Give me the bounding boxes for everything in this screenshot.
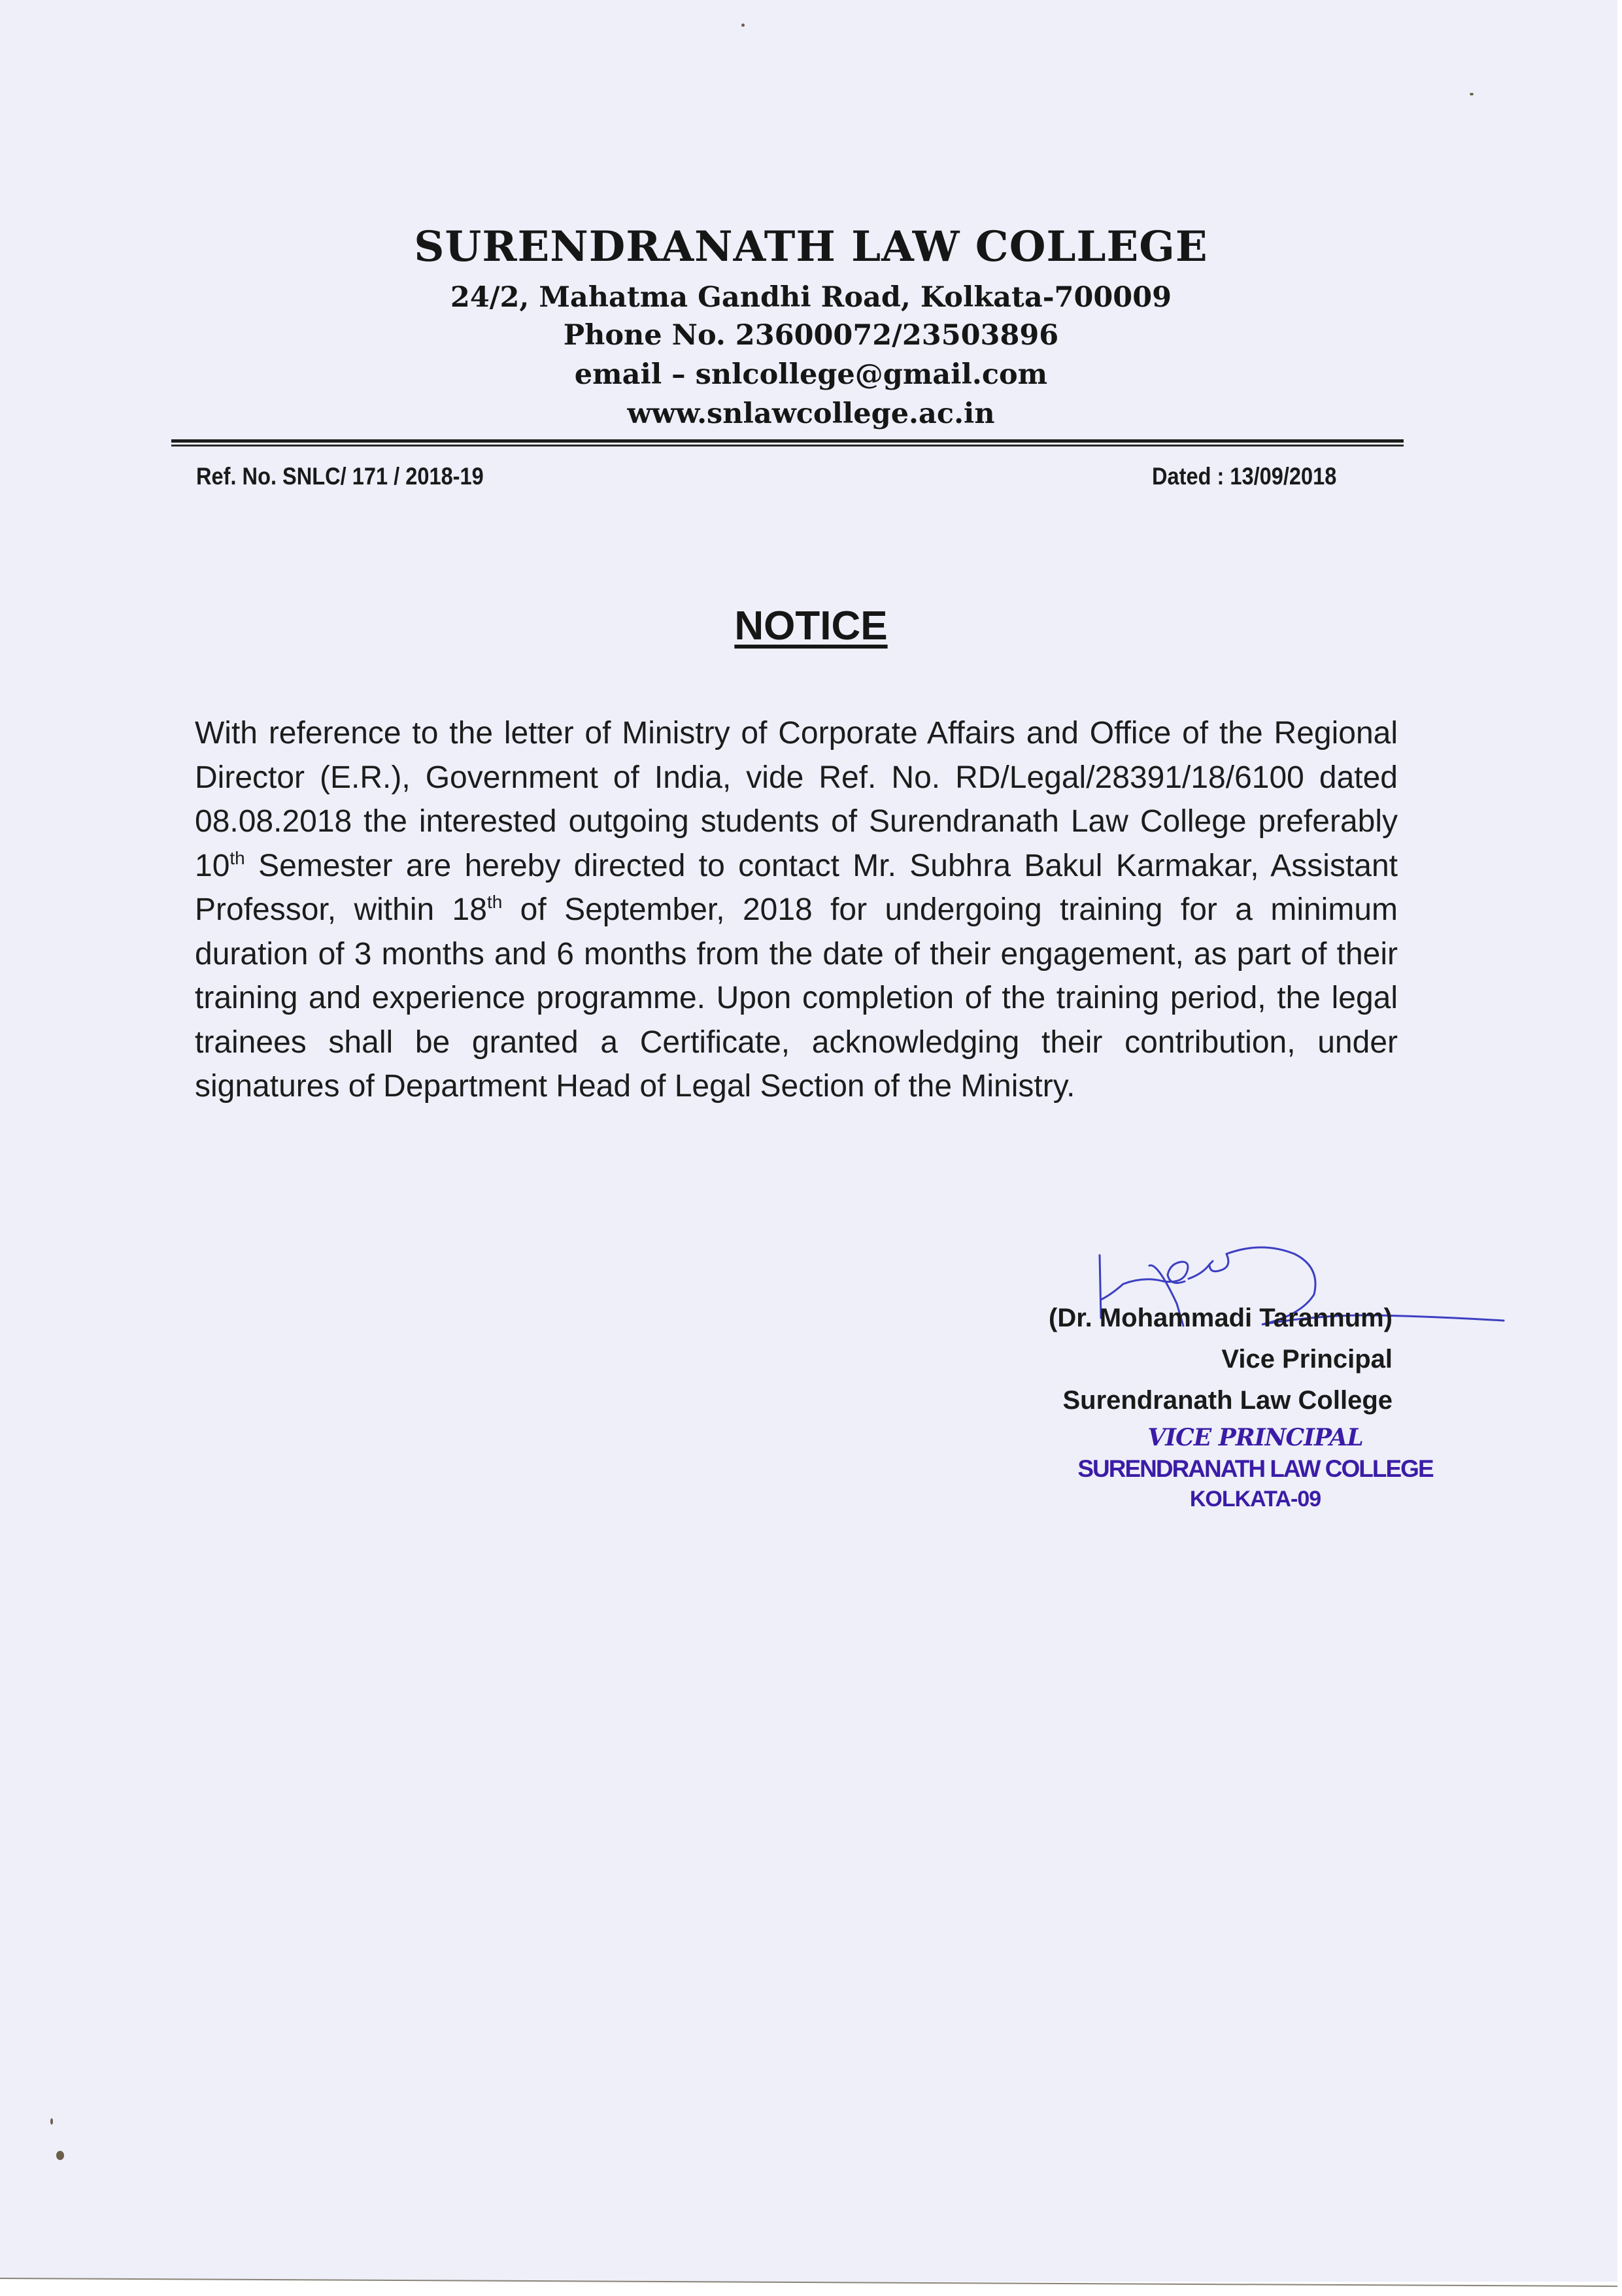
reference-number: Ref. No. SNLC/ 171 / 2018-19 [196,463,484,490]
signatory-institution: Surendranath Law College [1062,1386,1393,1415]
institution-email: email – snlcollege@gmail.com [574,358,1048,391]
stamp-institution: SURENDRANATH LAW COLLEGE [1077,1455,1433,1482]
institution-phone: Phone No. 23600072/23503896 [563,319,1059,352]
ordinal-suffix: th [486,892,503,912]
scan-speck [50,2118,53,2125]
scan-speck [741,24,745,27]
letterhead-divider-thin [171,445,1404,447]
notice-heading-wrap [0,603,1622,649]
notice-body [195,711,1398,1109]
scan-speck [56,2151,64,2160]
stamp-city: KOLKATA-09 [1189,1487,1321,1511]
signature-block [1049,1298,1393,1421]
notice-body-part-3: of September, 2018 for undergoing training for a minimum duration of 3 months and 6 months from the date of their engagement, as part of their training and experience programme. Upon completion of the training period, the legal trainees shall be granted a Certificate, acknowledging their contribution, under signatures of Department Head of Legal Section of the Ministry. [195,892,1398,1104]
signature-stroke [1189,1254,1228,1279]
institution-website: www.snlawcollege.ac.in [627,397,995,430]
notice-body-part-2: Semester are hereby directed to contact Mr. Subhra Bakul Karmakar, Assistant Professor, within 18 [195,848,1398,927]
ordinal-suffix: th [229,847,245,868]
scan-speck [1470,93,1474,95]
notice-body-part-1: With reference to the letter of Ministry of Corporate Affairs and Office of the Regional Director (E.R.), Government of India, vide Ref. No. RD/Legal/28391/18/6100 dated 08.08.2018 the interested outgoing students of Surendranath Law College preferably 10 [195,716,1398,883]
letterhead-divider [171,439,1404,443]
signatory-designation: Vice Principal [1221,1345,1393,1374]
institution-address: 24/2, Mahatma Gandhi Road, Kolkata-700009 [450,281,1172,314]
institution-name: SURENDRANATH LAW COLLEGE [414,222,1208,271]
notice-heading: NOTICE [734,603,888,649]
signatory-name: (Dr. Mohammadi Tarannum) [1049,1304,1393,1332]
notice-date: Dated : 13/09/2018 [1152,463,1337,490]
stamp-designation: VICE PRINCIPAL [1147,1424,1363,1451]
